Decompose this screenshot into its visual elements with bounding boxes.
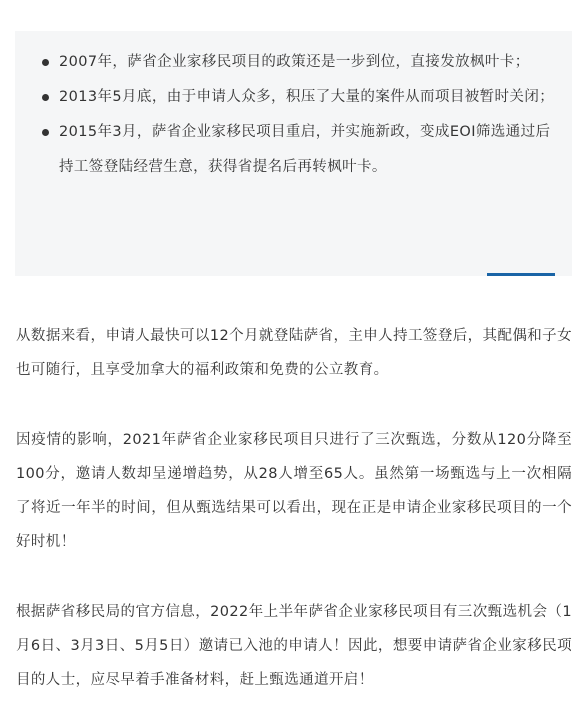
list-item-text: 2013年5月底，由于申请人众多，积压了大量的案件从而项目被暂时关闭； [59, 89, 555, 105]
bullet-dot-icon [42, 59, 49, 66]
bullet-dot-icon [42, 94, 49, 101]
paragraph-official-info: 根据萨省移民局的官方信息，2022年上半年萨省企业家移民项目有三次甄选机会（1月6日、3月3日、5月5日）邀请已入池的申请人！因此，想要申请萨省企业家移民项目的人士，应尽早着手准备材料，赶上甄选通道开启！ [16, 604, 572, 688]
list-item-text: 2015年3月，萨省企业家移民项目重启，并实施新政，变成EOI筛选通过后持工签登陆经营生意，获得省提名后再转枫叶卡。 [59, 124, 551, 175]
bullet-dot-icon [42, 129, 49, 136]
list-item [15, 80, 572, 115]
list-item [15, 45, 572, 80]
list-item-text: 2007年，萨省企业家移民项目的政策还是一步到位，直接发放枫叶卡； [59, 54, 530, 70]
history-list [15, 45, 572, 185]
paragraph-pandemic-impact: 因疫情的影响，2021年萨省企业家移民项目只进行了三次甄选，分数从120分降至100分，邀请人数却呈递增趋势，从28人增至65人。虽然第一场甄选与上一次相隔了将近一年半的时间，但从甄选结果可以看出，现在正是申请企业家移民项目的一个好时机！ [16, 432, 572, 550]
accent-bar [487, 273, 555, 276]
paragraph-data-overview: 从数据来看，申请人最快可以12个月就登陆萨省，主申人持工签登后，其配偶和子女也可随行，且享受加拿大的福利政策和免费的公立教育。 [16, 328, 572, 378]
list-item [15, 115, 572, 185]
quote-box [15, 31, 572, 276]
